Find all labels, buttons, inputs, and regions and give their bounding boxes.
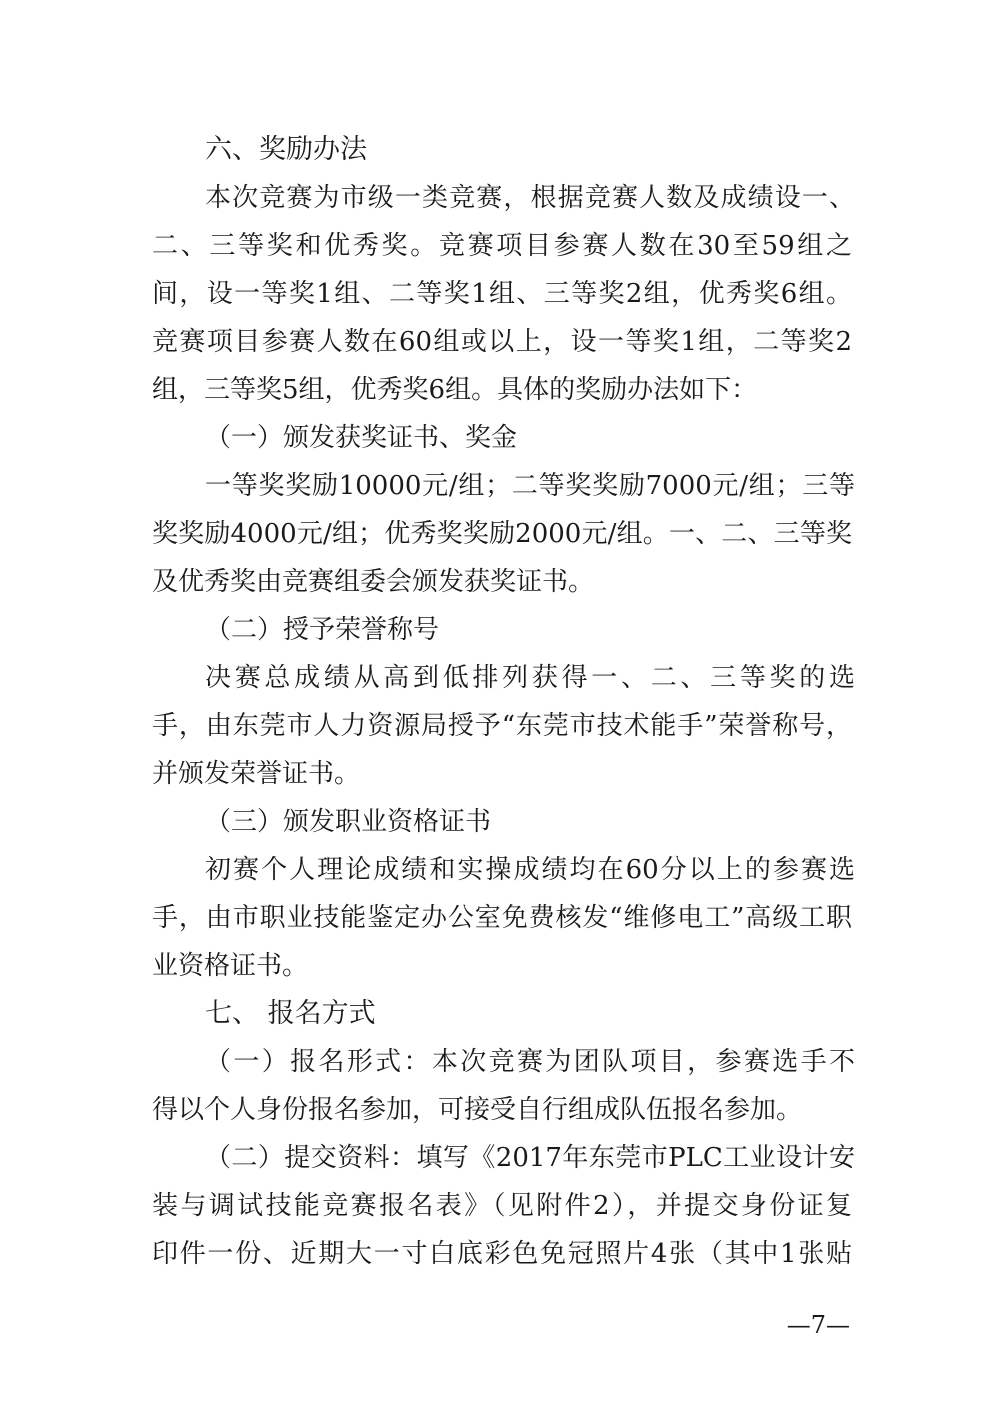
paragraph-line: 决赛总成绩从高到低排列获得一、二、三等奖的选 xyxy=(205,663,855,693)
paragraph-line: 初赛个人理论成绩和实操成绩均在60分以上的参赛选 xyxy=(205,855,855,885)
page-number: —7— xyxy=(786,1311,850,1339)
paragraph-line: 手，由市职业技能鉴定办公室免费核发“维修电工”高级工职 xyxy=(152,903,852,933)
paragraph-line: 手，由东莞市人力资源局授予“东莞市技术能手”荣誉称号， xyxy=(152,711,852,741)
paragraph-line: 一等奖奖励10000元/组；二等奖奖励7000元/组；三等 xyxy=(205,471,855,501)
paragraph-line: 二、三等奖和优秀奖。竞赛项目参赛人数在30至59组之 xyxy=(152,231,852,261)
paragraph-line: 业资格证书。 xyxy=(152,951,309,981)
paragraph-line: 组，三等奖5组，优秀奖6组。具体的奖励办法如下： xyxy=(152,375,758,405)
paragraph-line: 间，设一等奖1组、二等奖1组、三等奖2组，优秀奖6组。 xyxy=(152,279,852,309)
subsection-heading: （三）颁发职业资格证书 xyxy=(205,807,492,837)
paragraph-line: 装与调试技能竞赛报名表》（见附件2），并提交身份证复 xyxy=(152,1191,852,1221)
subsection-heading: （二）授予荣誉称号 xyxy=(205,615,440,645)
paragraph-line: （一）报名形式：本次竞赛为团队项目，参赛选手不 xyxy=(205,1047,855,1077)
section-heading-reward: 六、奖励办法 xyxy=(205,134,367,165)
paragraph-line: 竞赛项目参赛人数在60组或以上，设一等奖1组，二等奖2 xyxy=(152,327,852,357)
paragraph-line: （二）提交资料：填写《2017年东莞市PLC工业设计安 xyxy=(205,1143,855,1173)
section-heading-registration: 七、 报名方式 xyxy=(205,998,376,1029)
paragraph-line: 得以个人身份报名参加，可接受自行组成队伍报名参加。 xyxy=(152,1095,803,1125)
paragraph-line: 印件一份、近期大一寸白底彩色免冠照片4张（其中1张贴 xyxy=(152,1239,852,1269)
subsection-heading: （一）颁发获奖证书、奖金 xyxy=(205,423,518,453)
paragraph-line: 本次竞赛为市级一类竞赛，根据竞赛人数及成绩设一、 xyxy=(205,183,855,213)
paragraph-line: 及优秀奖由竞赛组委会颁发获奖证书。 xyxy=(152,567,595,597)
paragraph-line: 并颁发荣誉证书。 xyxy=(152,759,361,789)
paragraph-line: 奖奖励4000元/组；优秀奖奖励2000元/组。一、二、三等奖 xyxy=(152,519,852,549)
